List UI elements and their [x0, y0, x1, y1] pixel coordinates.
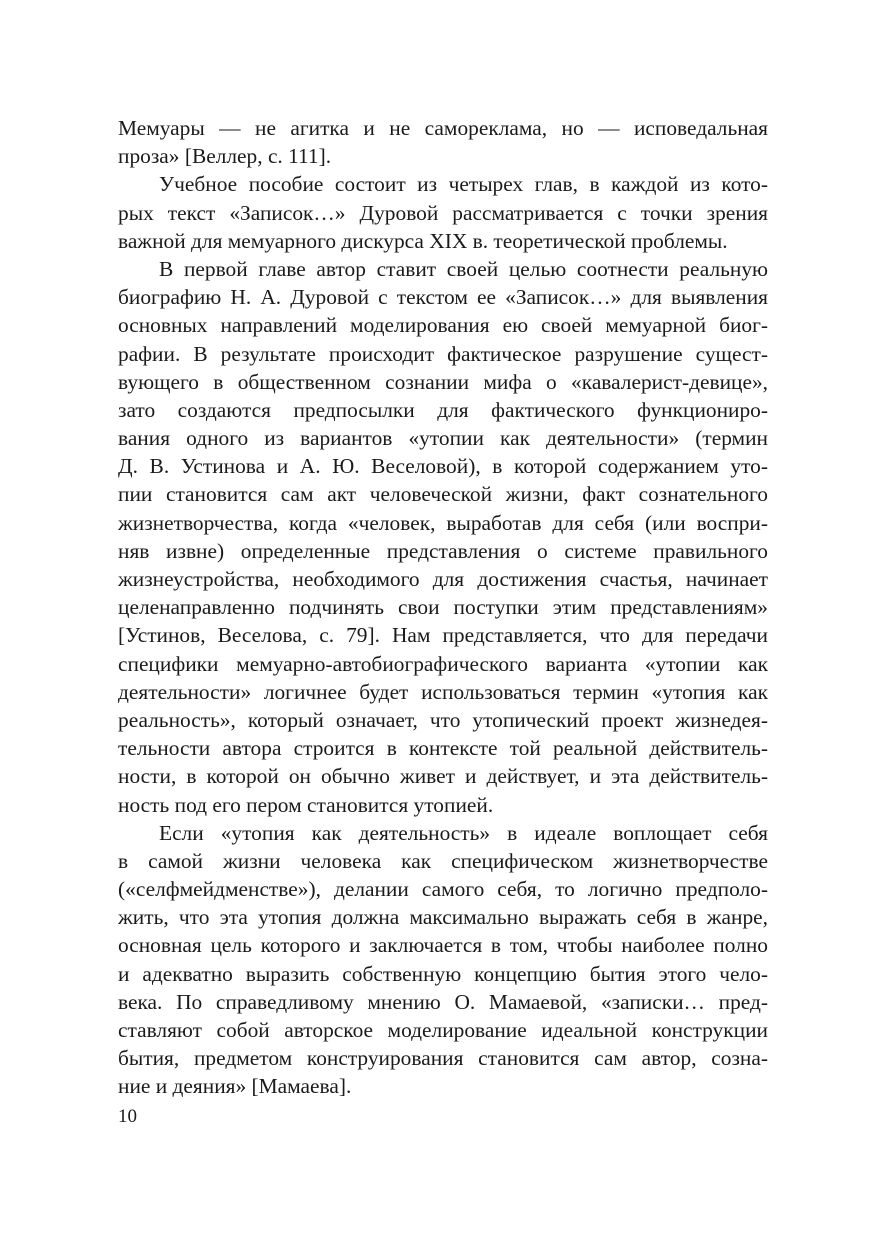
text-line: века. По справедливому мнению О. Мамаевой, «записки… пред-	[118, 989, 768, 1014]
paragraph-1	[118, 114, 768, 170]
text-line: основная цель которого и заключается в том, чтобы наиболее полно	[118, 933, 768, 958]
text-line: [Устинов, Веселова, с. 79]. Нам представляется, что для передачи	[118, 623, 768, 648]
text-line: пии становится сам акт человеческой жизни, факт сознательного	[118, 482, 768, 507]
text-line: ность под его пером становится утопией.	[118, 792, 494, 817]
text-line: жизнетворчества, когда «человек, выработав для себя (или воспри-	[118, 510, 768, 535]
paragraph-3	[118, 255, 768, 819]
text-line: вания одного из вариантов «утопии как деятельности» (термин	[118, 426, 768, 451]
text-line: вующего в общественном сознании мифа о «кавалерист-девице»,	[118, 369, 768, 394]
text-line: ние и деяния» [Мамаева].	[118, 1074, 352, 1099]
text-line: жизнеустройства, необходимого для достижения счастья, начинает	[118, 567, 768, 591]
text-line: зато создаются предпосылки для фактического функциониро-	[118, 397, 768, 422]
text-line: Мемуары — не агитка и не самореклама, но — исповедальная	[118, 116, 768, 140]
text-line: важной для мемуарного дискурса XIX в. теоретической проблемы.	[118, 228, 728, 253]
text-line: ставляют собой авторское моделирование идеальной конструкции	[118, 1018, 768, 1042]
page-body	[118, 114, 768, 1101]
paragraph-4	[118, 819, 768, 1101]
text-line: бытия, предметом конструирования становится сам автор, созна-	[118, 1046, 768, 1071]
page-number: 10	[118, 1106, 137, 1127]
text-line: Д. В. Устинова и А. Ю. Веселовой), в которой содержанием уто-	[118, 454, 768, 479]
text-line: ности, в которой он обычно живет и действует, и эта действитель-	[118, 764, 768, 789]
text-line: Учебное пособие состоит из четырех глав, в каждой из кото-	[159, 172, 768, 197]
text-line: в самой жизни человека как специфическом жизнетворчестве	[118, 848, 768, 873]
text-line: («селфмейдменстве»), делании самого себя, то логично предполо-	[118, 877, 768, 902]
text-line: деятельности» логичнее будет использоваться термин «утопия как	[118, 679, 768, 704]
text-line: основных направлений моделирования ею своей мемуарной биог-	[118, 313, 768, 338]
text-line: проза» [Веллер, с. 111].	[118, 144, 332, 169]
text-line: няв извне) определенные представления о системе правильного	[118, 538, 768, 563]
text-line: целенаправленно подчинять свои поступки этим представлениям»	[118, 595, 768, 620]
text-line: В первой главе автор ставит своей целью соотнести реальную	[159, 256, 768, 281]
text-line: и адекватно выразить собственную концепцию бытия этого чело-	[118, 961, 768, 986]
text-line: тельности автора строится в контексте той реальной действитель-	[118, 736, 768, 761]
text-line: жить, что эта утопия должна максимально выражать себя в жанре,	[118, 905, 768, 930]
text-line: рафии. В результате происходит фактическое разрушение сущест-	[118, 341, 768, 366]
text-line: Если «утопия как деятельность» в идеале воплощает себя	[159, 820, 768, 845]
text-line: биографию Н. А. Дуровой с текстом ее «Записок…» для выявления	[118, 285, 768, 310]
paragraph-2	[118, 170, 768, 255]
text-line: реальность», который означает, что утопический проект жизнедея-	[118, 707, 768, 732]
text-line: рых текст «Записок…» Дуровой рассматривается с точки зрения	[118, 200, 768, 225]
text-line: специфики мемуарно-автобиографического варианта «утопии как	[118, 651, 768, 676]
